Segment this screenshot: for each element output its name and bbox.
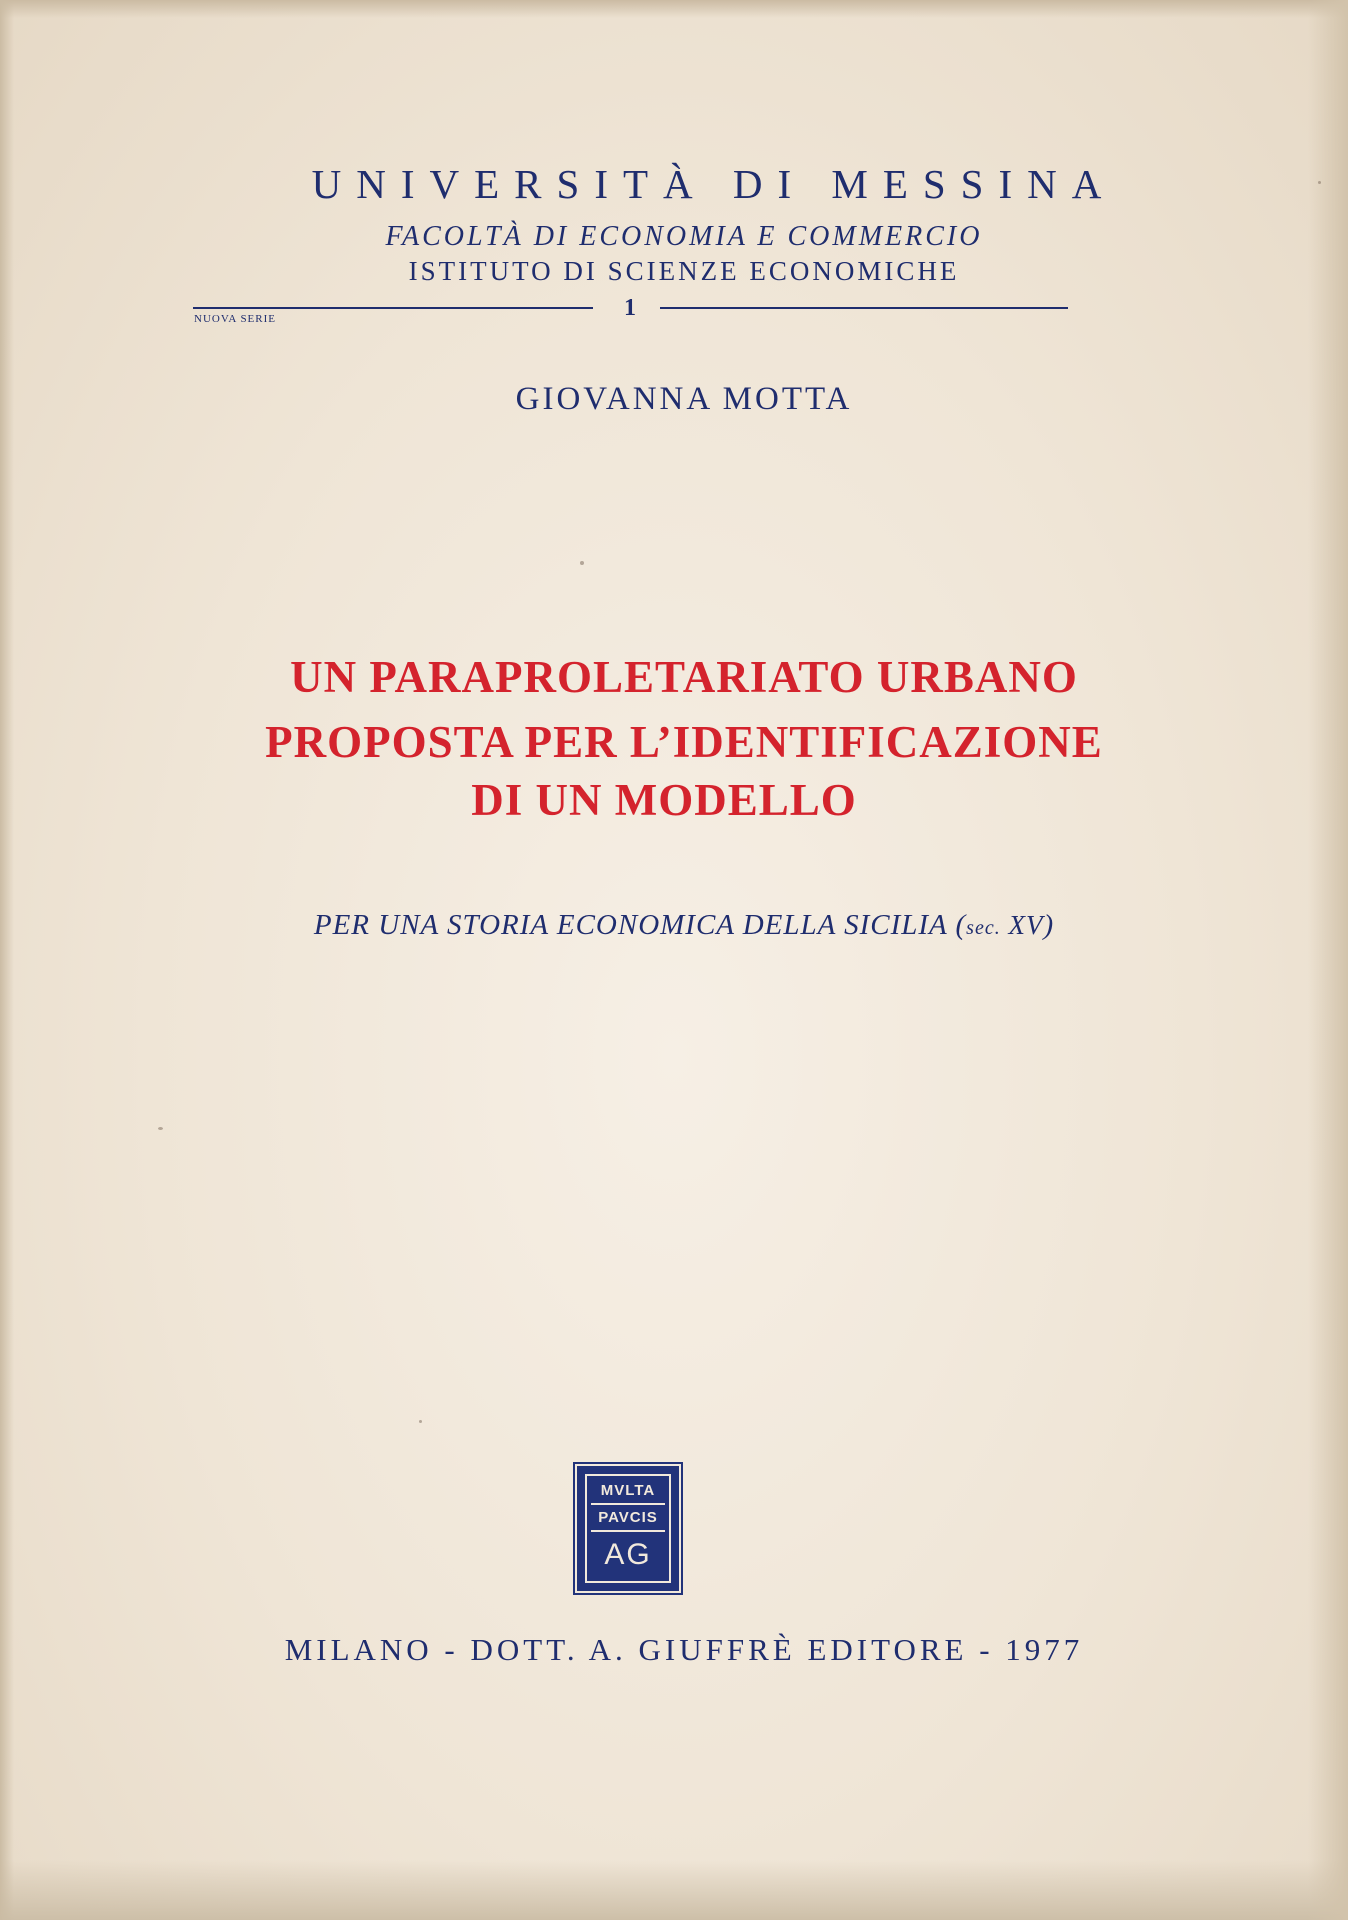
scan-speck <box>580 561 584 565</box>
title-line-2: PROPOSTA PER L’IDENTIFICAZIONE <box>265 717 1103 767</box>
series-rule-left <box>193 307 593 309</box>
emblem-divider <box>591 1503 665 1505</box>
emblem-motto-line-2: PAVCIS <box>598 1509 658 1526</box>
subtitle-main: PER UNA STORIA ECONOMICA DELLA SICILIA <box>313 909 956 941</box>
series-rule-right <box>660 307 1068 309</box>
series-number: 1 <box>624 295 636 321</box>
subtitle-century: XV <box>1000 910 1044 940</box>
scan-edge-top <box>0 0 1348 18</box>
emblem-divider <box>591 1530 665 1532</box>
subtitle-close-paren: ) <box>1043 909 1055 941</box>
scan-speck <box>1318 181 1321 184</box>
title-line-3: DI UN MODELLO <box>471 775 857 825</box>
emblem-initials: AG <box>604 1538 652 1571</box>
subtitle <box>10 909 1348 942</box>
author-name: GIOVANNA MOTTA <box>515 381 853 417</box>
subtitle-open-paren: ( <box>955 909 967 941</box>
subtitle-sec: sec. <box>966 917 1001 939</box>
faculty-name: FACOLTÀ DI ECONOMIA E COMMERCIO <box>385 221 983 252</box>
institute-name: ISTITUTO DI SCIENZE ECONOMICHE <box>408 256 960 286</box>
publisher-imprint: MILANO - DOTT. A. GIUFFRÈ EDITORE - 1977 <box>284 1632 1084 1667</box>
scan-speck <box>419 1420 422 1423</box>
title-line-1: UN PARAPROLETARIATO URBANO <box>290 652 1078 702</box>
series-label: NUOVA SERIE <box>194 313 277 325</box>
scan-speck <box>158 1127 163 1130</box>
university-name: UNIVERSITÀ DI MESSINA <box>311 161 1117 207</box>
scan-edge-bottom <box>0 1860 1348 1920</box>
publisher-emblem-frame <box>585 1474 671 1583</box>
emblem-motto-line-1: MVLTA <box>600 1482 656 1499</box>
publisher-emblem-icon <box>577 1466 679 1591</box>
